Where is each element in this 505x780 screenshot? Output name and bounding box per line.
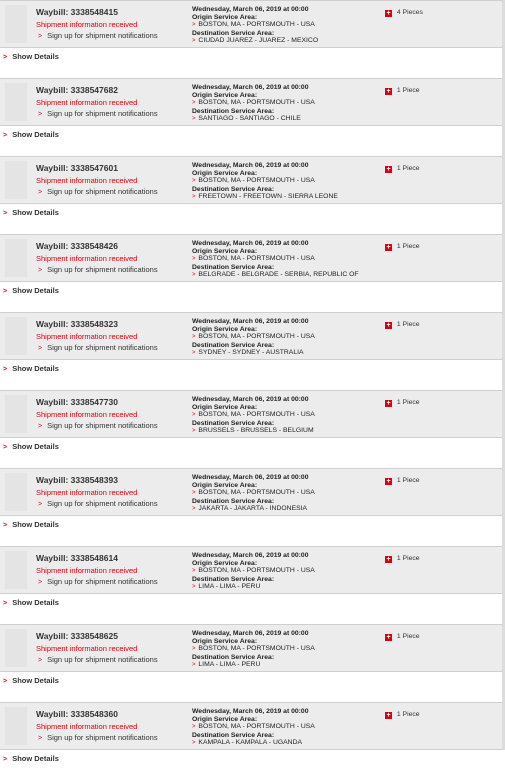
show-details-link[interactable] [0, 594, 502, 624]
chevron-right-icon: > [192, 116, 196, 123]
waybill-label: Waybill: [36, 709, 69, 719]
notification-signup-link[interactable] [36, 576, 186, 588]
shipment-card [0, 390, 502, 438]
shipment-record [0, 390, 502, 468]
shipment-status: Shipment information received [36, 566, 138, 575]
notification-signup-label: Sign up for shipment notifications [47, 733, 158, 742]
shipment-date: Wednesday, March 06, 2019 at 00:00 [192, 552, 309, 559]
destination-label: Destination Service Area: [192, 497, 275, 505]
destination-label: Destination Service Area: [192, 263, 275, 271]
chevron-right-icon: > [192, 334, 196, 341]
origin-value [192, 411, 378, 420]
pieces-count: 1 Piece [396, 243, 420, 250]
shipment-record [0, 312, 502, 390]
show-details-link[interactable] [0, 672, 502, 702]
destination-text: BRUSSELS - BRUSSELS - BELGIUM [198, 427, 314, 435]
origin-text: BOSTON, MA - PORTSMOUTH - USA [198, 177, 315, 185]
shipment-card [0, 468, 502, 516]
chevron-right-icon: > [192, 490, 196, 497]
show-details-label: Show Details [12, 208, 59, 217]
origin-value [192, 645, 378, 654]
chevron-right-icon: > [192, 178, 196, 185]
waybill-label: Waybill: [36, 319, 69, 329]
shipment-route [192, 84, 378, 124]
shipment-record [0, 78, 502, 156]
chevron-right-icon: > [192, 38, 196, 45]
notification-signup-link[interactable] [36, 420, 186, 432]
shipment-summary [36, 553, 186, 588]
chevron-right-icon: > [192, 740, 196, 747]
shipment-card [0, 702, 502, 750]
origin-label: Origin Service Area: [192, 91, 258, 99]
waybill-label: Waybill: [36, 475, 69, 485]
shipment-date: Wednesday, March 06, 2019 at 00:00 [192, 396, 309, 403]
shipment-thumbnail [5, 83, 27, 121]
shipment-route [192, 162, 378, 202]
origin-value [192, 21, 378, 30]
waybill-label: Waybill: [36, 163, 69, 173]
waybill-value: 3338548614 [70, 553, 118, 563]
waybill-value: 3338547730 [70, 397, 118, 407]
waybill-value: 3338548415 [70, 7, 118, 17]
destination-value [192, 349, 378, 358]
waybill-label: Waybill: [36, 397, 69, 407]
shipment-card [0, 312, 502, 360]
chevron-right-icon: > [3, 366, 8, 373]
notification-signup-link[interactable] [36, 186, 186, 198]
show-details-label: Show Details [12, 676, 59, 685]
show-details-link[interactable] [0, 750, 502, 780]
destination-label: Destination Service Area: [192, 185, 275, 193]
origin-label: Origin Service Area: [192, 169, 258, 177]
waybill-label: Waybill: [36, 631, 69, 641]
plus-icon[interactable]: + [386, 88, 391, 95]
origin-value [192, 177, 378, 186]
waybill-label: Waybill: [36, 7, 69, 17]
waybill-label: Waybill: [36, 85, 69, 95]
destination-label: Destination Service Area: [192, 731, 275, 739]
shipment-record [0, 234, 502, 312]
shipment-thumbnail [5, 161, 27, 199]
destination-text: LIMA - LIMA - PERU [198, 661, 261, 669]
shipment-route [192, 708, 378, 748]
show-details-label: Show Details [12, 364, 59, 373]
origin-value [192, 567, 378, 576]
chevron-right-icon: > [3, 210, 8, 217]
shipment-summary [36, 319, 186, 354]
chevron-right-icon: > [38, 735, 43, 742]
destination-label: Destination Service Area: [192, 341, 275, 349]
shipment-status: Shipment information received [36, 488, 138, 497]
shipment-date: Wednesday, March 06, 2019 at 00:00 [192, 6, 309, 13]
notification-signup-link[interactable] [36, 654, 186, 666]
waybill-number [36, 85, 186, 96]
destination-value [192, 115, 378, 124]
pieces-count: 4 Pieces [396, 9, 423, 16]
shipment-route [192, 240, 378, 280]
origin-value [192, 333, 378, 342]
show-details-label: Show Details [12, 754, 59, 763]
destination-label: Destination Service Area: [192, 107, 275, 115]
chevron-right-icon: > [192, 662, 196, 669]
pieces-count: 1 Piece [396, 321, 420, 328]
shipment-summary [36, 7, 186, 42]
origin-label: Origin Service Area: [192, 247, 258, 255]
show-details-label: Show Details [12, 52, 59, 61]
pieces-count: 1 Piece [396, 87, 420, 94]
pieces-toggle[interactable] [385, 555, 420, 563]
pieces-toggle[interactable] [385, 321, 420, 329]
shipment-status: Shipment information received [36, 98, 138, 107]
plus-icon[interactable]: + [386, 634, 391, 641]
destination-label: Destination Service Area: [192, 653, 275, 661]
chevron-right-icon: > [38, 423, 43, 430]
notification-signup-link[interactable] [36, 108, 186, 120]
origin-label: Origin Service Area: [192, 715, 258, 723]
plus-icon[interactable]: + [386, 322, 391, 329]
waybill-value: 3338548360 [70, 709, 118, 719]
destination-label: Destination Service Area: [192, 575, 275, 583]
shipment-thumbnail [5, 317, 27, 355]
pieces-count: 1 Piece [396, 711, 420, 718]
shipment-date: Wednesday, March 06, 2019 at 00:00 [192, 162, 309, 169]
destination-text: KAMPALA - KAMPALA - UGANDA [198, 739, 303, 747]
pieces-count: 1 Piece [396, 477, 420, 484]
origin-text: BOSTON, MA - PORTSMOUTH - USA [198, 99, 315, 107]
shipment-summary [36, 397, 186, 432]
shipment-route [192, 552, 378, 592]
pieces-toggle[interactable] [385, 243, 420, 251]
destination-value [192, 583, 378, 592]
shipment-route [192, 474, 378, 514]
notification-signup-label: Sign up for shipment notifications [47, 265, 158, 274]
shipment-thumbnail [5, 395, 27, 433]
chevron-right-icon: > [3, 444, 8, 451]
chevron-right-icon: > [192, 272, 196, 279]
chevron-right-icon: > [3, 132, 8, 139]
destination-text: BELGRADE - BELGRADE - SERBIA, REPUBLIC OF [198, 271, 359, 279]
shipment-summary [36, 475, 186, 510]
chevron-right-icon: > [38, 345, 43, 352]
shipment-status: Shipment information received [36, 410, 138, 419]
show-details-label: Show Details [12, 520, 59, 529]
pieces-toggle[interactable] [385, 711, 420, 719]
origin-text: BOSTON, MA - PORTSMOUTH - USA [198, 723, 315, 731]
chevron-right-icon: > [38, 33, 43, 40]
chevron-right-icon: > [192, 350, 196, 357]
destination-text: CIUDAD JUAREZ - JUAREZ - MEXICO [198, 37, 319, 45]
shipment-date: Wednesday, March 06, 2019 at 00:00 [192, 240, 309, 247]
show-details-label: Show Details [12, 598, 59, 607]
origin-text: BOSTON, MA - PORTSMOUTH - USA [198, 489, 315, 497]
shipment-summary [36, 631, 186, 666]
pieces-count: 1 Piece [396, 399, 420, 406]
shipment-date: Wednesday, March 06, 2019 at 00:00 [192, 84, 309, 91]
shipment-thumbnail [5, 5, 27, 43]
chevron-right-icon: > [192, 428, 196, 435]
chevron-right-icon: > [192, 100, 196, 107]
origin-label: Origin Service Area: [192, 13, 258, 21]
shipment-summary [36, 85, 186, 120]
chevron-right-icon: > [3, 600, 8, 607]
pieces-toggle[interactable] [385, 165, 420, 173]
plus-icon[interactable]: + [386, 166, 391, 173]
chevron-right-icon: > [192, 568, 196, 575]
shipment-status: Shipment information received [36, 254, 138, 263]
show-details-link[interactable] [0, 126, 502, 156]
notification-signup-label: Sign up for shipment notifications [47, 655, 158, 664]
destination-text: LIMA - LIMA - PERU [198, 583, 261, 591]
show-details-link[interactable] [0, 48, 502, 78]
waybill-number [36, 241, 186, 252]
chevron-right-icon: > [38, 501, 43, 508]
destination-text: FREETOWN - FREETOWN - SIERRA LEONE [198, 193, 338, 201]
origin-text: BOSTON, MA - PORTSMOUTH - USA [198, 255, 315, 263]
destination-value [192, 37, 378, 46]
waybill-label: Waybill: [36, 241, 69, 251]
chevron-right-icon: > [38, 189, 43, 196]
shipment-card [0, 624, 502, 672]
show-details-link[interactable] [0, 516, 502, 546]
waybill-value: 3338547601 [70, 163, 118, 173]
show-details-label: Show Details [12, 130, 59, 139]
shipment-record [0, 468, 502, 546]
show-details-label: Show Details [12, 286, 59, 295]
shipment-card [0, 234, 502, 282]
chevron-right-icon: > [38, 579, 43, 586]
destination-text: SYDNEY - SYDNEY - AUSTRALIA [198, 349, 304, 357]
notification-signup-label: Sign up for shipment notifications [47, 499, 158, 508]
origin-value [192, 723, 378, 732]
chevron-right-icon: > [192, 256, 196, 263]
origin-text: BOSTON, MA - PORTSMOUTH - USA [198, 333, 315, 341]
notification-signup-label: Sign up for shipment notifications [47, 577, 158, 586]
destination-text: JAKARTA - JAKARTA - INDONESIA [198, 505, 308, 513]
pieces-count: 1 Piece [396, 165, 420, 172]
chevron-right-icon: > [192, 412, 196, 419]
notification-signup-link[interactable] [36, 30, 186, 42]
waybill-number [36, 163, 186, 174]
waybill-value: 3338547682 [70, 85, 118, 95]
shipment-thumbnail [5, 551, 27, 589]
pieces-toggle[interactable] [385, 633, 420, 641]
destination-text: SANTIAGO - SANTIAGO - CHILE [198, 115, 301, 123]
shipment-record [0, 0, 502, 78]
waybill-number [36, 553, 186, 564]
pieces-toggle[interactable] [385, 9, 423, 17]
origin-value [192, 99, 378, 108]
origin-text: BOSTON, MA - PORTSMOUTH - USA [198, 567, 315, 575]
shipment-record [0, 156, 502, 234]
waybill-value: 3338548426 [70, 241, 118, 251]
shipment-route [192, 396, 378, 436]
origin-label: Origin Service Area: [192, 325, 258, 333]
chevron-right-icon: > [3, 522, 8, 529]
plus-icon[interactable]: + [386, 10, 391, 17]
shipment-card [0, 0, 502, 48]
pieces-count: 1 Piece [396, 555, 420, 562]
destination-label: Destination Service Area: [192, 419, 275, 427]
chevron-right-icon: > [38, 267, 43, 274]
waybill-number [36, 709, 186, 720]
chevron-right-icon: > [192, 724, 196, 731]
shipment-card [0, 78, 502, 126]
pieces-toggle[interactable] [385, 87, 420, 95]
shipment-route [192, 6, 378, 46]
shipment-thumbnail [5, 707, 27, 745]
waybill-value: 3338548625 [70, 631, 118, 641]
origin-text: BOSTON, MA - PORTSMOUTH - USA [198, 21, 315, 29]
shipment-card [0, 156, 502, 204]
plus-icon[interactable]: + [386, 556, 391, 563]
shipment-thumbnail [5, 473, 27, 511]
shipment-date: Wednesday, March 06, 2019 at 00:00 [192, 318, 309, 325]
pieces-toggle[interactable] [385, 399, 420, 407]
shipment-route [192, 318, 378, 358]
shipment-summary [36, 709, 186, 744]
chevron-right-icon: > [3, 288, 8, 295]
show-details-label: Show Details [12, 442, 59, 451]
show-details-link[interactable] [0, 204, 502, 234]
waybill-number [36, 475, 186, 486]
shipment-card [0, 546, 502, 594]
destination-value [192, 271, 378, 280]
show-details-link[interactable] [0, 360, 502, 390]
shipment-summary [36, 241, 186, 276]
notification-signup-link[interactable] [36, 342, 186, 354]
origin-text: BOSTON, MA - PORTSMOUTH - USA [198, 645, 315, 653]
waybill-number [36, 319, 186, 330]
pieces-count: 1 Piece [396, 633, 420, 640]
plus-icon[interactable]: + [386, 478, 391, 485]
shipment-date: Wednesday, March 06, 2019 at 00:00 [192, 474, 309, 481]
origin-value [192, 255, 378, 264]
show-details-link[interactable] [0, 282, 502, 312]
destination-value [192, 739, 378, 748]
shipment-summary [36, 163, 186, 198]
shipment-status: Shipment information received [36, 332, 138, 341]
destination-value [192, 427, 378, 436]
shipment-thumbnail [5, 629, 27, 667]
origin-label: Origin Service Area: [192, 403, 258, 411]
plus-icon[interactable]: + [386, 244, 391, 251]
plus-icon[interactable]: + [386, 400, 391, 407]
destination-value [192, 193, 378, 202]
notification-signup-label: Sign up for shipment notifications [47, 109, 158, 118]
shipment-record [0, 546, 502, 624]
origin-label: Origin Service Area: [192, 559, 258, 567]
waybill-label: Waybill: [36, 553, 69, 563]
chevron-right-icon: > [192, 22, 196, 29]
chevron-right-icon: > [192, 194, 196, 201]
shipment-route [192, 630, 378, 670]
destination-value [192, 505, 378, 514]
waybill-value: 3338548393 [70, 475, 118, 485]
chevron-right-icon: > [3, 54, 8, 61]
waybill-value: 3338548323 [70, 319, 118, 329]
shipment-status: Shipment information received [36, 20, 138, 29]
origin-text: BOSTON, MA - PORTSMOUTH - USA [198, 411, 315, 419]
origin-label: Origin Service Area: [192, 481, 258, 489]
notification-signup-link[interactable] [36, 732, 186, 744]
show-details-link[interactable] [0, 438, 502, 468]
shipment-record [0, 624, 502, 702]
waybill-number [36, 397, 186, 408]
chevron-right-icon: > [192, 584, 196, 591]
notification-signup-link[interactable] [36, 498, 186, 510]
destination-value [192, 661, 378, 670]
origin-value [192, 489, 378, 498]
origin-label: Origin Service Area: [192, 637, 258, 645]
shipment-record [0, 702, 502, 780]
chevron-right-icon: > [3, 756, 8, 763]
shipment-date: Wednesday, March 06, 2019 at 00:00 [192, 630, 309, 637]
notification-signup-label: Sign up for shipment notifications [47, 343, 158, 352]
chevron-right-icon: > [3, 678, 8, 685]
shipment-status: Shipment information received [36, 176, 138, 185]
chevron-right-icon: > [192, 506, 196, 513]
shipment-date: Wednesday, March 06, 2019 at 00:00 [192, 708, 309, 715]
shipment-status: Shipment information received [36, 722, 138, 731]
shipment-status: Shipment information received [36, 644, 138, 653]
notification-signup-link[interactable] [36, 264, 186, 276]
shipment-thumbnail [5, 239, 27, 277]
waybill-number [36, 7, 186, 18]
chevron-right-icon: > [192, 646, 196, 653]
pieces-toggle[interactable] [385, 477, 420, 485]
notification-signup-label: Sign up for shipment notifications [47, 187, 158, 196]
notification-signup-label: Sign up for shipment notifications [47, 421, 158, 430]
chevron-right-icon: > [38, 657, 43, 664]
chevron-right-icon: > [38, 111, 43, 118]
waybill-number [36, 631, 186, 642]
notification-signup-label: Sign up for shipment notifications [47, 31, 158, 40]
plus-icon[interactable]: + [386, 712, 391, 719]
destination-label: Destination Service Area: [192, 29, 275, 37]
